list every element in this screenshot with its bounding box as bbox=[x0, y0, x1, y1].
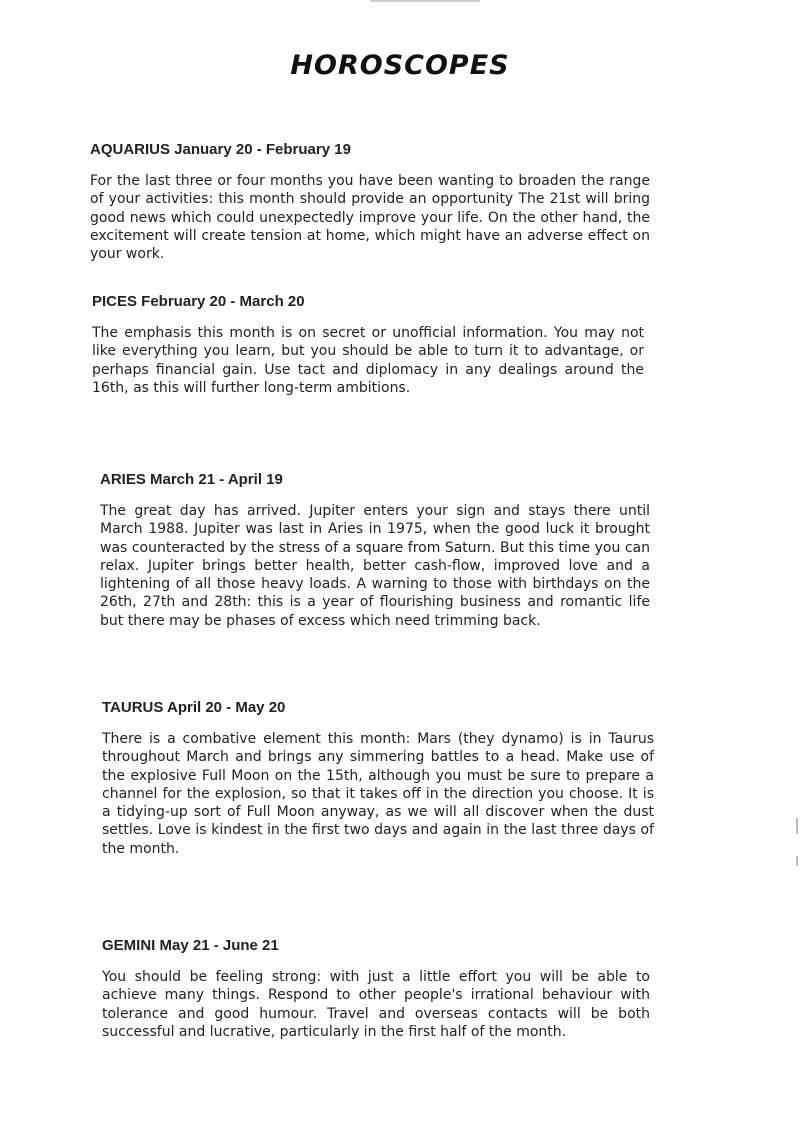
sign-heading: PICES February 20 - March 20 bbox=[92, 293, 305, 310]
sign-text: There is a combative element this month: Mars (they dynamo) is in Taurus throughout March and brings any simmering battles to a head. Make use of the explosive Full Moon on the 15th, although you must be sure to prepare a channel for the explosion, so that it takes off in the direction you choose. It is a tidying-up sort of Full Moon anyway, as we will all discover when the dust settles. Love is kindest in the first two days and again in the last three days of the month. bbox=[102, 731, 654, 857]
top-edge-rule bbox=[370, 0, 480, 2]
horoscope-taurus bbox=[102, 698, 654, 858]
horoscope-aries bbox=[100, 470, 650, 630]
sign-text: The great day has arrived. Jupiter enters your sign and stays there until March 1988. Jupiter was last in Aries in 1975, when the good luck it brought was counteracted by the stress of a square from Saturn. But this time you can relax. Jupiter brings better health, better cash-flow, improved love and a lightening of all those heavy loads. A warning to those with birthdays on the 26th, 27th and 28th: this is a year of flourishing business and romantic life but there may be phases of excess which need trimming back. bbox=[100, 503, 650, 629]
sign-text: For the last three or four months you have been wanting to broaden the range of your activities: this month should provide an opportunity The 21st will bring good news which could unexpectedly improve your life. On the other hand, the excitement will create tension at home, which might have an adverse effect on your work. bbox=[90, 173, 650, 263]
horoscope-gemini bbox=[102, 936, 650, 1041]
sign-heading: AQUARIUS January 20 - February 19 bbox=[90, 141, 351, 158]
horoscope-aquarius bbox=[90, 140, 650, 263]
sign-text: You should be feeling strong: with just a little effort you will be able to achieve many things. Respond to other people's irrational behaviour with tolerance and good humour. Travel and overseas contacts will be both successful and lucrative, particularly in the first half of the month. bbox=[102, 969, 650, 1040]
horoscope-pisces bbox=[92, 292, 644, 397]
sign-heading: ARIES March 21 - April 19 bbox=[100, 471, 283, 488]
scan-edge-mark bbox=[796, 818, 798, 834]
page-title: HOROSCOPES bbox=[290, 50, 510, 82]
sign-heading: GEMINI May 21 - June 21 bbox=[102, 937, 279, 954]
scan-edge-mark bbox=[796, 856, 798, 866]
sign-heading: TAURUS April 20 - May 20 bbox=[102, 699, 286, 716]
sign-text: The emphasis this month is on secret or unofficial information. You may not like everything you learn, but you should be able to turn it to advantage, or perhaps financial gain. Use tact and diplomacy in any dealings around the 16th, as this will further long-term ambitions. bbox=[92, 325, 644, 396]
